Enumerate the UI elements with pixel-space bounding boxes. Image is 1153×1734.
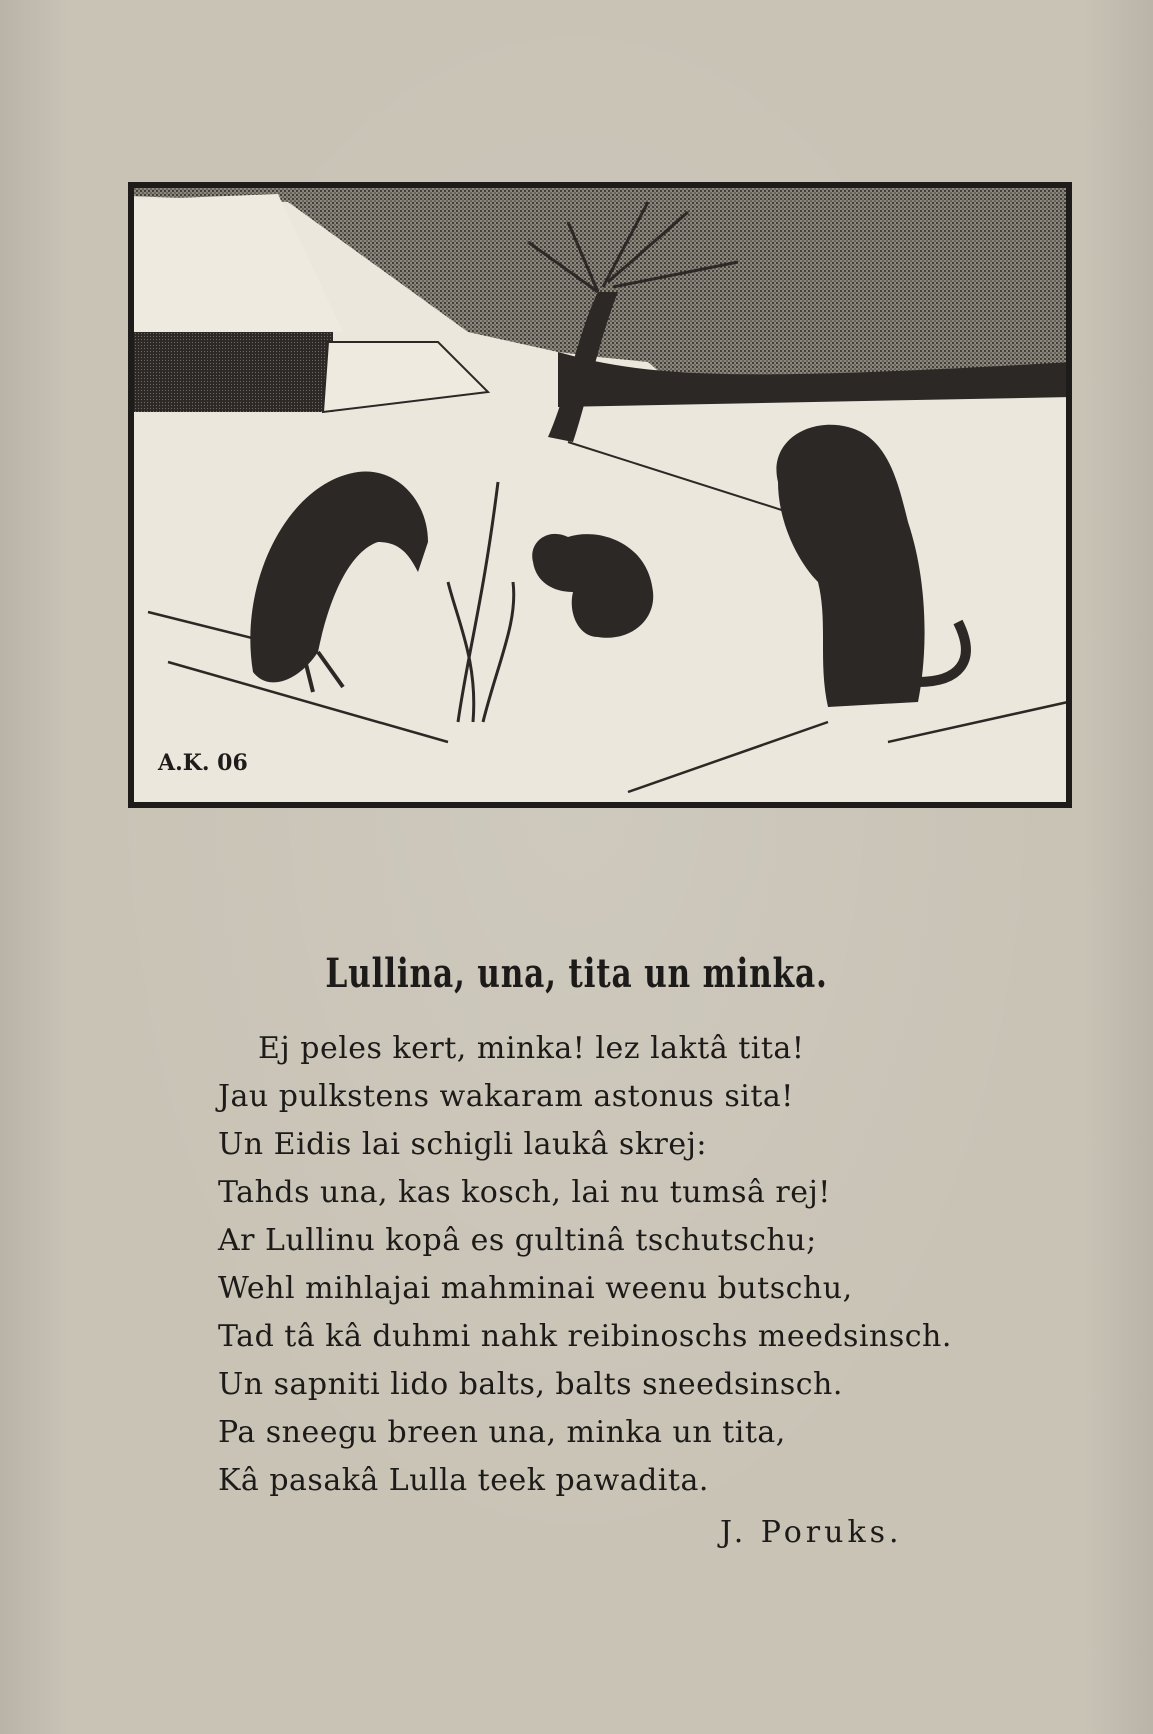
poem-line: Ar Lullinu kopâ es gultinâ tschutschu; <box>218 1223 817 1258</box>
poem-line: Un sapniti lido balts, balts sneedsinsch. <box>218 1367 843 1402</box>
artist-monogram: A.K. 06 <box>158 750 248 776</box>
winter-scene-image <box>128 182 1072 808</box>
poem-line: Wehl mihlajai mahminai weenu butschu, <box>218 1271 853 1306</box>
poem-line: Pa sneegu breen una, minka un tita, <box>218 1415 786 1450</box>
poem-line: Ej peles kert, minka! lez laktâ tita! <box>258 1031 805 1066</box>
poem-title: Lullina, una, tita un minka. <box>325 950 828 997</box>
poem-line: Un Eidis lai schigli laukâ skrej: <box>218 1127 707 1162</box>
poem-line: Tahds una, kas kosch, lai nu tumsâ rej! <box>218 1175 831 1210</box>
poem-line: Tad tâ kâ duhmi nahk reibinoschs meedsinsch. <box>218 1319 952 1354</box>
poem-line: Kâ pasakâ Lulla teek pawadita. <box>218 1463 709 1498</box>
woodcut-illustration <box>128 182 1072 808</box>
poem-body <box>218 1025 1018 1505</box>
poem-line: Jau pulkstens wakaram astonus sita! <box>218 1079 794 1114</box>
poem-author: J. Poruks. <box>720 1515 903 1550</box>
